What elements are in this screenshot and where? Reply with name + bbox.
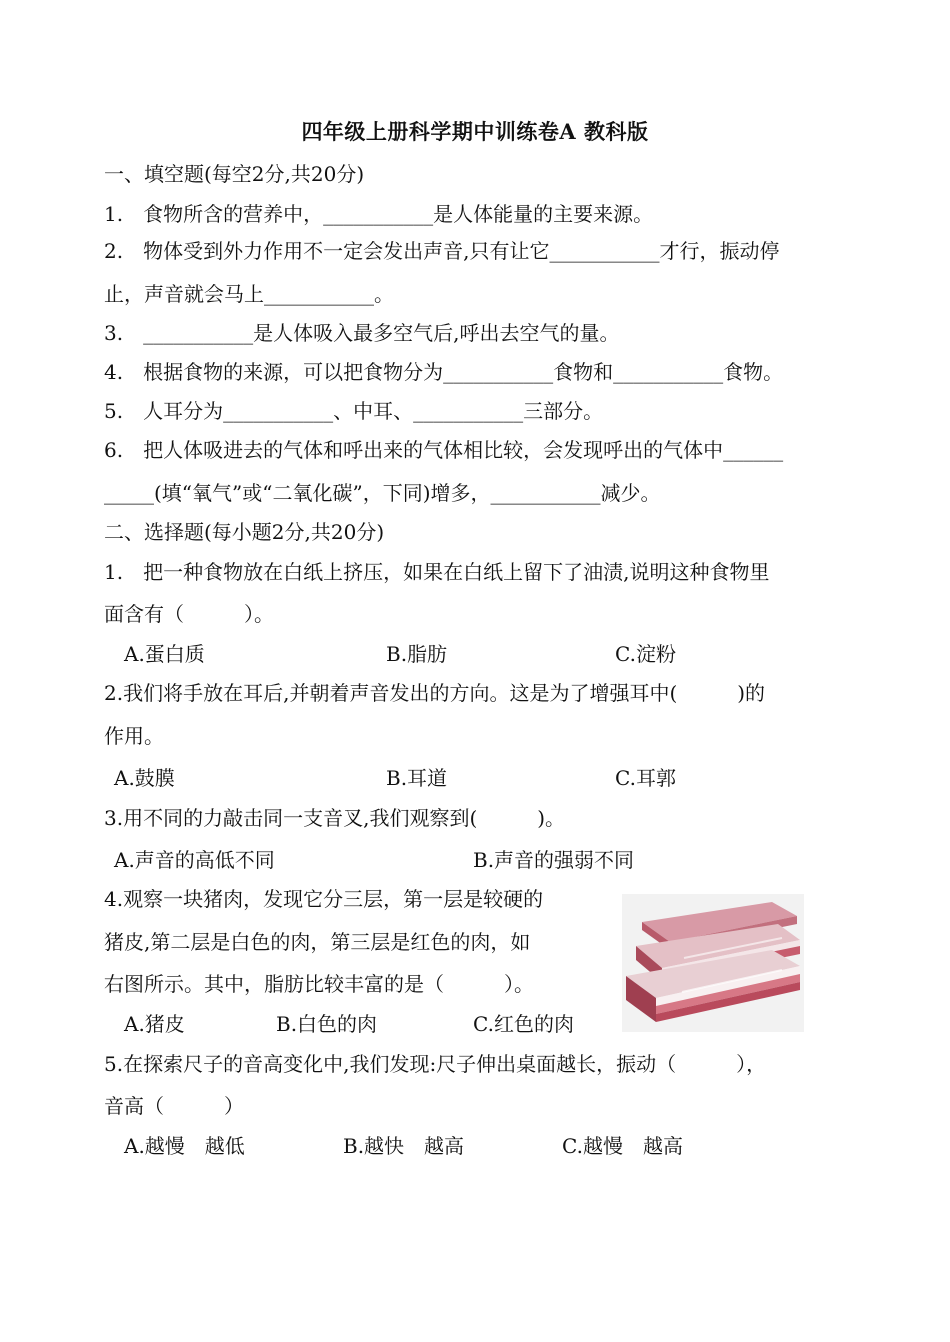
- q5-option-a: A.越慢 越低: [124, 1134, 245, 1158]
- fill-question-6-line-1: 6. 把人体吸进去的气体和呼出来的气体相比较，会发现呼出的气体中______: [104, 438, 784, 462]
- fill-question-5: 5. 人耳分为___________、中耳、___________三部分。: [104, 399, 604, 423]
- fill-question-6-line-2: _____(填“氧气”或“二氧化碳”，下同)增多，___________减少。: [104, 481, 661, 505]
- fill-question-4: 4. 根据食物的来源，可以把食物分为___________食物和___________食物。: [104, 360, 784, 384]
- q2-option-b: B.耳道: [386, 766, 448, 790]
- choice-question-1-line-2: 面含有（ ）。: [104, 602, 274, 626]
- q3-option-b: B.声音的强弱不同: [473, 848, 635, 872]
- fill-question-2-line-1: 2. 物体受到外力作用不一定会发出声音,只有让它___________才行，振动停: [104, 239, 780, 263]
- q2-option-c: C.耳郭: [615, 766, 676, 790]
- choice-question-3: 3.用不同的力敲击同一支音叉,我们观察到( )。: [104, 806, 566, 830]
- q4-option-c: C.红色的肉: [473, 1012, 574, 1036]
- q5-option-b: B.越快 越高: [343, 1134, 465, 1158]
- choice-question-4-line-1: 4.观察一块猪肉，发现它分三层，第一层是较硬的: [104, 887, 544, 911]
- q4-option-b: B.白色的肉: [276, 1012, 378, 1036]
- fill-question-1: 1. 食物所含的营养中，___________是人体能量的主要来源。: [104, 202, 654, 226]
- q1-option-a: A.蛋白质: [124, 642, 205, 666]
- page-title: 四年级上册科学期中训练卷A 教科版: [301, 119, 649, 144]
- choice-question-1-line-1: 1. 把一种食物放在白纸上挤压，如果在白纸上留下了油渍,说明这种食物里: [104, 560, 770, 584]
- q1-option-b: B.脂肪: [386, 642, 448, 666]
- fill-question-3: 3. ___________是人体吸入最多空气后,呼出去空气的量。: [104, 321, 620, 345]
- q2-option-a: A.鼓膜: [114, 766, 175, 790]
- choice-question-2-line-2: 作用。: [104, 724, 164, 748]
- q1-option-c: C.淀粉: [615, 642, 676, 666]
- choice-question-4-line-2: 猪皮,第二层是白色的肉，第三层是红色的肉，如: [104, 930, 531, 954]
- choice-question-2-line-1: 2.我们将手放在耳后,并朝着声音发出的方向。这是为了增强耳中( )的: [104, 681, 766, 705]
- choice-question-5-line-1: 5.在探索尺子的音高变化中,我们发现:尺子伸出桌面越长，振动（ ），: [104, 1052, 767, 1076]
- fill-question-2-line-2: 止，声音就会马上___________。: [104, 282, 394, 306]
- section-heading-choice: 二、选择题(每小题2分,共20分): [104, 520, 385, 544]
- pork-belly-image: [622, 894, 804, 1032]
- choice-question-5-line-2: 音高（ ）: [104, 1094, 244, 1118]
- section-heading-fill-in: 一、填空题(每空2分,共20分): [104, 162, 365, 186]
- q4-option-a: A.猪皮: [124, 1012, 185, 1036]
- choice-question-4-line-3: 右图所示。其中，脂肪比较丰富的是（ ）。: [104, 972, 534, 996]
- q3-option-a: A.声音的高低不同: [114, 848, 275, 872]
- q5-option-c: C.越慢 越高: [562, 1134, 683, 1158]
